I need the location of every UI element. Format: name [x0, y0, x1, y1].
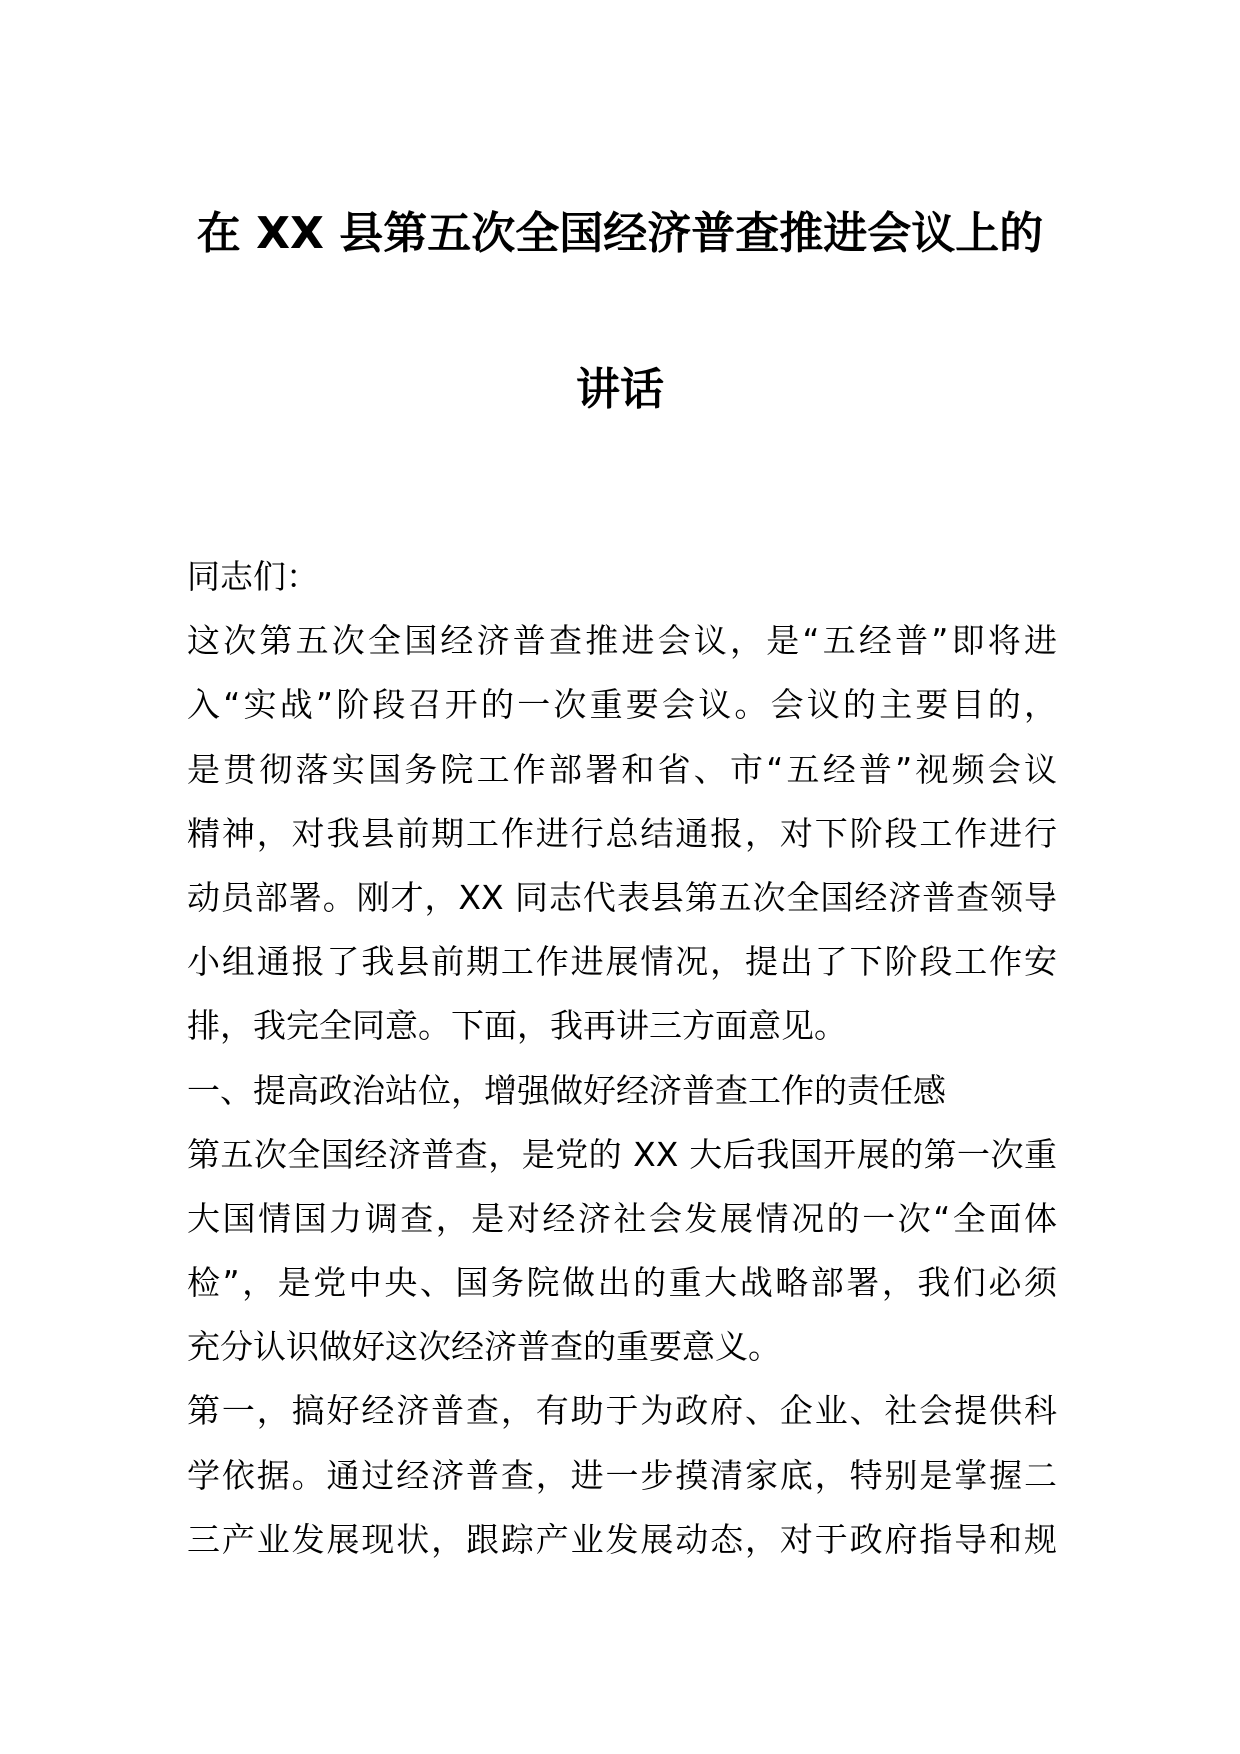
document-title-line-1: 在 XX 县第五次全国经济普查推进会议上的 [196, 208, 1044, 259]
body-line: 大国情国力调查，是对经济社会发展情况的一次“全面体 [187, 1198, 1057, 1238]
document-body [187, 545, 1057, 1572]
salutation: 同志们： [187, 557, 319, 596]
body-line: 这次第五次全国经济普查推进会议，是“五经普”即将进 [187, 621, 1057, 661]
body-line: 第五次全国经济普查，是党的 XX 大后我国开展的第一次重 [187, 1134, 1057, 1174]
body-line: 学依据。通过经济普查，进一步摸清家底，特别是掌握二 [187, 1455, 1057, 1495]
body-line: 小组通报了我县前期工作进展情况，提出了下阶段工作安 [187, 942, 1057, 982]
body-line: 精神，对我县前期工作进行总结通报，对下阶段工作进行 [187, 813, 1057, 853]
body-line: 充分认识做好这次经济普查的重要意义。 [187, 1327, 781, 1367]
body-line: 检”，是党中央、国务院做出的重大战略部署，我们必须 [187, 1263, 1057, 1303]
body-line: 是贯彻落实国务院工作部署和省、市“五经普”视频会议 [187, 749, 1057, 789]
document-title-line-2: 讲话 [576, 364, 664, 415]
body-line: 动员部署。刚才，XX 同志代表县第五次全国经济普查领导 [187, 877, 1057, 917]
body-line: 入“实战”阶段召开的一次重要会议。会议的主要目的， [187, 685, 1057, 725]
section-heading: 一、提高政治站位，增强做好经济普查工作的责任感 [187, 1070, 946, 1110]
body-line: 三产业发展现状，跟踪产业发展动态，对于政府指导和规 [187, 1519, 1057, 1559]
body-line: 排，我完全同意。下面，我再讲三方面意见。 [187, 1006, 847, 1046]
body-line: 第一，搞好经济普查，有助于为政府、企业、社会提供科 [187, 1391, 1057, 1431]
